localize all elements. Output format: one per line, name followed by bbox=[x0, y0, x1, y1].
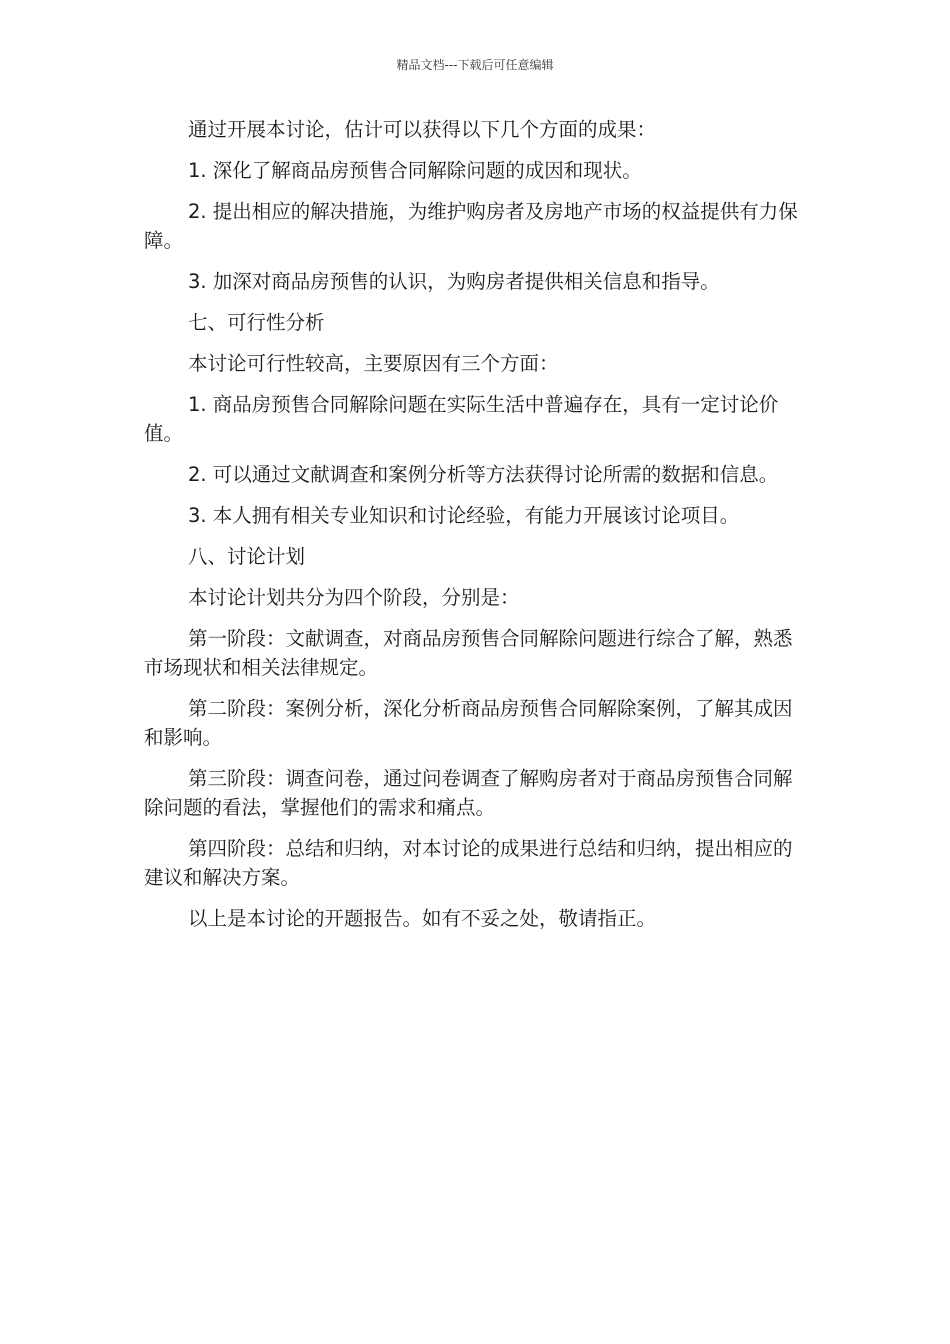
paragraph-plan-stage-4: 第四阶段：总结和归纳，对本讨论的成果进行总结和归纳，提出相应的建议和解决方案。 bbox=[144, 837, 793, 889]
paragraph-outcome-3: 3. 加深对商品房预售的认识，为购房者提供相关信息和指导。 bbox=[188, 270, 720, 293]
paragraph-outcomes-intro: 通过开展本讨论，估计可以获得以下几个方面的成果： bbox=[188, 118, 657, 141]
section-heading-plan: 八、讨论计划 bbox=[188, 545, 306, 568]
document-body bbox=[144, 115, 808, 945]
paragraph-feasibility-3: 3. 本人拥有相关专业知识和讨论经验，有能力开展该讨论项目。 bbox=[188, 504, 740, 527]
paragraph-plan-stage-3: 第三阶段：调查问卷，通过问卷调查了解购房者对于商品房预售合同解除问题的看法，掌握他们的需求和痛点。 bbox=[144, 767, 793, 819]
paragraph-outcome-2: 2. 提出相应的解决措施，为维护购房者及房地产市场的权益提供有力保障。 bbox=[144, 200, 798, 252]
paragraph-plan-stage-2: 第二阶段：案例分析，深化分析商品房预售合同解除案例，了解其成因和影响。 bbox=[144, 697, 793, 749]
page-header: 精品文档---下载后可任意编辑 bbox=[396, 58, 554, 72]
paragraph-plan-stage-1: 第一阶段：文献调查，对商品房预售合同解除问题进行综合了解，熟悉市场现状和相关法律规定。 bbox=[144, 627, 793, 679]
paragraph-feasibility-1: 1. 商品房预售合同解除问题在实际生活中普遍存在，具有一定讨论价值。 bbox=[144, 393, 779, 445]
paragraph-plan-intro: 本讨论计划共分为四个阶段，分别是： bbox=[188, 586, 520, 609]
paragraph-feasibility-intro: 本讨论可行性较高，主要原因有三个方面： bbox=[188, 352, 559, 375]
paragraph-feasibility-2: 2. 可以通过文献调查和案例分析等方法获得讨论所需的数据和信息。 bbox=[188, 463, 779, 486]
paragraph-outcome-1: 1. 深化了解商品房预售合同解除问题的成因和现状。 bbox=[188, 159, 642, 182]
paragraph-closing: 以上是本讨论的开题报告。如有不妥之处，敬请指正。 bbox=[188, 907, 657, 930]
section-heading-feasibility: 七、可行性分析 bbox=[188, 311, 325, 334]
